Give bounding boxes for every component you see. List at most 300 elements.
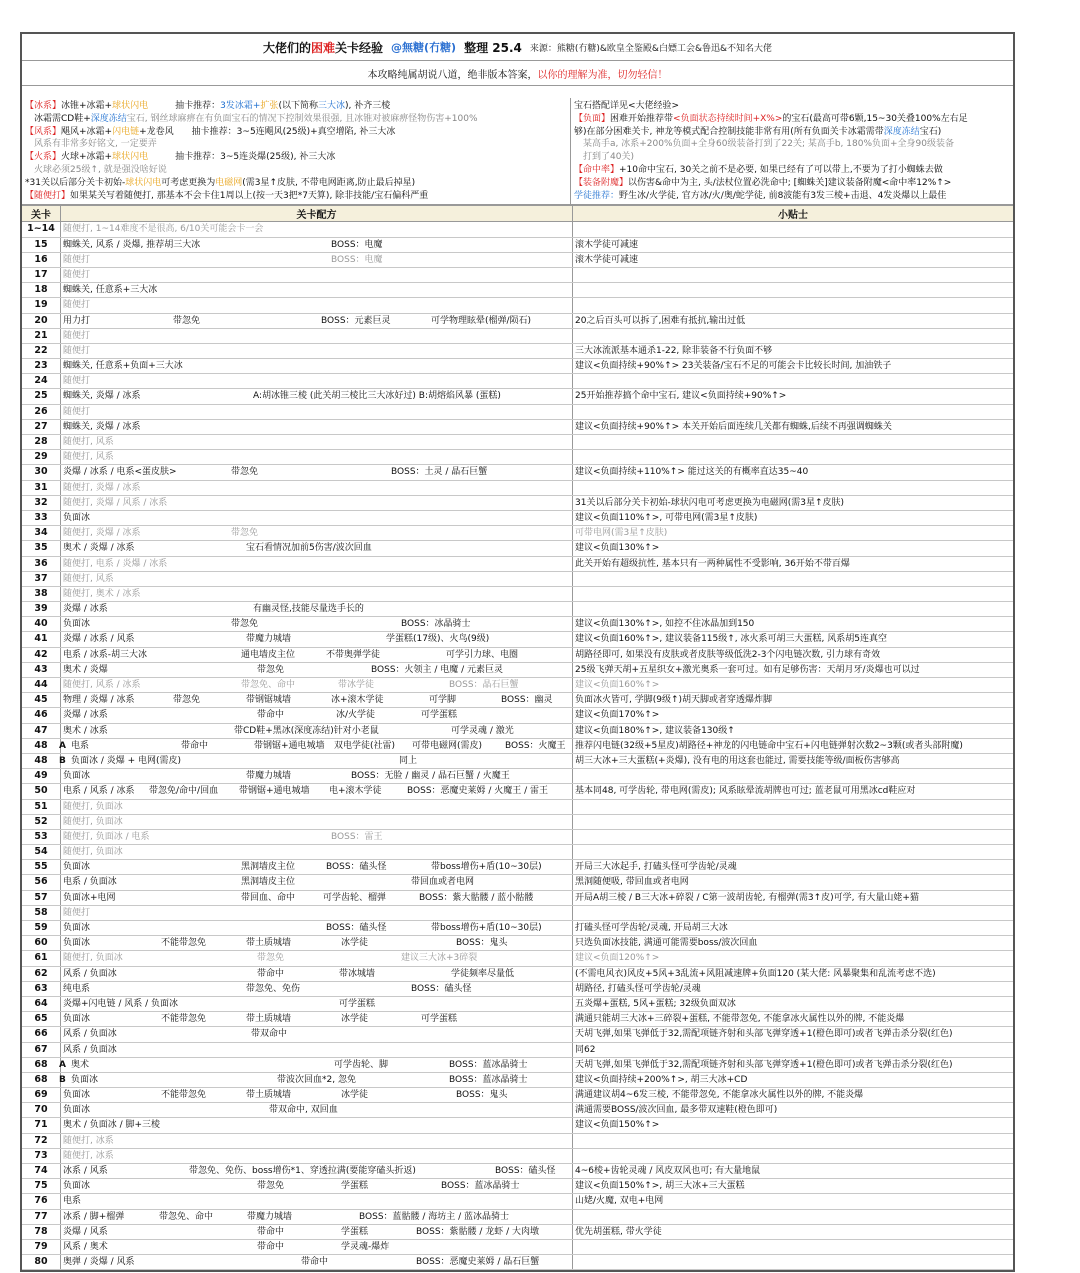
config-text: 学蛋糕(17级)、火鸟(9级) [386, 634, 490, 645]
config-text: 同上 [399, 755, 418, 766]
config-text: 炎爆 / 冰系 [63, 710, 108, 721]
table-row [22, 374, 1013, 389]
level-tip: 满通只能胡三大冰+三碎裂+蛋糕, 不能带忽免, 不能拿冰火属性以外的牌, 不能炎爆 [575, 1014, 905, 1025]
intro-left-line [25, 138, 567, 151]
level-number: 37 [22, 572, 61, 586]
config-text: 随便打 [63, 254, 91, 265]
level-number: 25 [22, 389, 61, 403]
level-tip [573, 769, 1013, 783]
level-tip: 4~6棱+齿轮灵魂 / 风皮双风也可; 有大量地鼠 [575, 1166, 761, 1176]
config-text: 带回血、命中 [241, 892, 296, 903]
level-tip: 建议<负面170%↑> [575, 710, 660, 721]
level-tip [573, 283, 1013, 297]
level-config [61, 708, 573, 722]
intro-right-text: 【装备附魔】 [574, 177, 629, 188]
config-text: 带魔力城墙 [247, 1211, 293, 1222]
level-config [61, 557, 573, 571]
level-tip: 五炎爆+蛋糕, 5风+蛋糕; 32级负面双冰 [575, 998, 736, 1009]
level-tip: 开局A胡三棱 / B三大冰+碎裂 / C第一波胡齿轮, 有榴弹(需3↑皮)可学, 有大量山姥+猫 [575, 892, 919, 903]
level-tip [573, 906, 1013, 920]
level-config [61, 997, 573, 1011]
table-row [22, 389, 1013, 404]
level-number: 38 [22, 587, 61, 601]
config-text: 电+滚木学徒 [329, 786, 382, 797]
level-number: 54 [22, 845, 61, 859]
level-config [61, 374, 573, 388]
level-config [61, 298, 573, 312]
config-text: 用力打 [63, 315, 91, 326]
level-number: 44 [22, 678, 61, 692]
config-text: 不能带忽免 [161, 938, 207, 949]
variant-label: B [59, 755, 66, 766]
level-config [61, 450, 573, 464]
config-text: 奥术 / 负面冰 / 脚+三棱 [63, 1120, 161, 1131]
level-config [61, 860, 573, 874]
intro-left-line [25, 100, 567, 113]
config-text: BOSS：冰晶骑士 [401, 619, 471, 630]
level-tip: (不需电风衣)风皮+5风+3乱流+风阻减速牌+负面120 (某大佬: 风暴聚集和乱流考虑不选) [575, 968, 936, 979]
intro-right-line [574, 190, 1006, 203]
intro-left-line [25, 164, 567, 177]
config-text: 带魔力城墙 [246, 634, 292, 645]
config-text: 可学齿轮、榴弹 [323, 892, 387, 903]
table-row [22, 891, 1013, 906]
table-row [22, 1088, 1013, 1103]
level-config [61, 314, 573, 328]
level-number: 36 [22, 557, 61, 571]
intro-right-text: +10命中宝石, 30关之前不是必要, 如果已经有了可以带上,不要为了打小蜘蛛去做 [619, 164, 943, 175]
config-text: 随便打, 风系 [63, 437, 114, 447]
intro-left-text: 冰霜需CD鞋+ [25, 113, 91, 124]
level-number: 47 [22, 724, 61, 738]
config-text: BOSS：蓝冰晶骑士 [449, 1074, 528, 1085]
config-text: 冰学徒 [341, 1090, 369, 1101]
intro-left-text: 三大冰 [317, 101, 345, 111]
config-text: 负面冰+电网 [63, 892, 116, 903]
table-row [22, 724, 1013, 739]
table-row [22, 511, 1013, 526]
config-text: 可学齿轮、脚 [334, 1059, 389, 1070]
config-text: 炎爆+闪电链 / 风系 / 负面冰 [63, 998, 179, 1009]
level-config [61, 602, 573, 616]
table-row [22, 557, 1013, 572]
level-tip: 负面冰火皆可, 学脚(9级↑)胡天脚或者穿透爆炸脚 [575, 695, 773, 706]
table-row [22, 921, 1013, 936]
level-config [61, 1118, 573, 1132]
config-text: 炎爆 / 冰系 / 风系 [63, 634, 135, 645]
disclaimer-warning: 以你的理解为准，切勿轻信！ [537, 69, 668, 81]
config-text: 不能带忽免 [161, 1014, 207, 1025]
level-tip [573, 845, 1013, 859]
config-text: 通电墙皮主位 [241, 649, 296, 660]
level-config [61, 253, 573, 267]
level-number: 32 [22, 496, 61, 510]
table-row [22, 1240, 1013, 1255]
intro-left-line [25, 190, 567, 203]
level-number: 46 [22, 708, 61, 722]
level-tip: 胡三大冰+三大蛋糕(+炎爆), 没有电的用这套也能过, 需要技能等级/面板伤害够高 [575, 755, 900, 766]
config-text: BOSS：火领主 / 电魔 / 元素巨灵 [371, 664, 504, 675]
level-tip [573, 830, 1013, 844]
level-config [61, 875, 573, 889]
config-text: BOSS：电魔 [331, 239, 383, 250]
table-row [22, 875, 1013, 890]
config-text: 蜘蛛关, 风系 / 炎爆, 推荐胡三大冰 [63, 239, 201, 250]
intro-left-text: 抽卡推荐：3~5连飓风(25级)+真空增陷, 补三大冰 [173, 126, 396, 137]
level-number: 48 [22, 754, 61, 768]
config-text: BOSS：磕头怪 [411, 983, 472, 994]
config-text: 黑洞墙皮主位 [241, 862, 296, 873]
level-number: 70 [22, 1103, 61, 1117]
level-tip [573, 1149, 1013, 1163]
header-level: 关卡 [22, 206, 61, 221]
config-text: 冰/火学徒 [336, 710, 376, 721]
table-row [22, 1164, 1013, 1179]
intro-left-text: 风系有非常多好铭文, 一定要弄 [25, 139, 157, 150]
level-number: 60 [22, 936, 61, 950]
intro-right-text: 学徒推荐： [574, 190, 620, 201]
intro-left-text: 宝石, 钢丝球麻痹在有负面宝石的情况下控制效果很强, 且冰锥对被麻痹怪物伤害+100% [126, 113, 478, 124]
config-text: 学灵魂-爆炸 [341, 1241, 390, 1252]
level-config [61, 496, 573, 510]
table-row [22, 784, 1013, 799]
config-text: 风系 / 负面冰 [63, 1044, 117, 1055]
level-number: 24 [22, 374, 61, 388]
intro-right-line [574, 113, 1006, 126]
config-text: 带波次回血*2, 忽免 [277, 1074, 356, 1085]
intro-right-line [574, 151, 1006, 164]
config-text: 带忽免 [257, 664, 285, 675]
level-tip: 天胡飞弹,如果飞弹低于32,需配项链齐射和头部飞弹穿透+1(橙色即可)或者飞弹击杀分裂(红色) [575, 1029, 953, 1040]
config-text: 电系 / 冰系-胡三大冰 [63, 649, 148, 660]
level-tip [573, 587, 1013, 601]
level-tip: 建议<负面150%↑> [575, 1120, 660, 1131]
level-config [61, 1012, 573, 1026]
level-tip: 31关以后部分关卡初始-球状闪电可考虑更换为电磁网(需3星↑皮肤) [575, 497, 844, 508]
table-row [22, 617, 1013, 632]
intro-right-text: 够)在部分困难关卡, 神龙等模式配合控制技能非常有用(所有负面关卡冰霜需带 [574, 126, 884, 137]
intro-left-text: 火球必须25级↑, 就是强没啥好说 [25, 164, 167, 175]
table-row [22, 253, 1013, 268]
level-tip: 建议<负面130%↑> [575, 543, 660, 554]
level-config [61, 648, 573, 662]
intro-left-line [25, 126, 567, 139]
config-text: A:胡冰锥三棱 (此关胡三棱比三大冰好过) B:胡熔焰风暴 (蛋糕) [253, 391, 501, 402]
level-number: 61 [22, 951, 61, 965]
title-pre: 大佬们的 [262, 40, 311, 55]
level-config [61, 359, 573, 373]
table-row [22, 663, 1013, 678]
config-text: 带boss增伤+盾(10~30层) [431, 923, 542, 933]
table-row [22, 496, 1013, 511]
intro-left-text: 球状闪电 [112, 152, 149, 163]
table-row [22, 693, 1013, 708]
level-config [61, 329, 573, 343]
table-row [22, 951, 1013, 966]
config-text: 随便打 [63, 345, 91, 356]
config-text: 学蛋糕 [341, 1181, 369, 1192]
table-row [22, 1043, 1013, 1058]
config-text: 带命中 [301, 1257, 329, 1268]
level-number: 49 [22, 769, 61, 783]
config-text: 可带电磁网(需皮) [412, 740, 483, 751]
level-tip: 建议<负面160%↑> [575, 680, 660, 690]
level-number: 75 [22, 1179, 61, 1193]
config-text: BOSS：磕头怪 [326, 923, 387, 933]
level-number: 59 [22, 921, 61, 935]
intro-left-text: 【随便打】 [25, 190, 71, 201]
level-number: 23 [22, 359, 61, 373]
config-text: 带boss增伤+盾(10~30层) [431, 862, 542, 873]
config-text: 纯电系 [63, 983, 91, 994]
level-number: 17 [22, 268, 61, 282]
header-config: 关卡配方 [61, 206, 573, 221]
config-text: 不带奥弹学徒 [326, 649, 381, 660]
table-row [22, 982, 1013, 997]
intro-left-text: 球状闪电 [112, 101, 149, 111]
level-config [61, 951, 573, 965]
table-row [22, 405, 1013, 420]
intro-section [22, 98, 1013, 205]
config-text: 奥术 / 炎爆 [63, 664, 108, 675]
level-tip: 建议<负面130%↑>, 如控不住冰晶加到150 [575, 619, 755, 630]
level-tip: 建议<负面160%↑>, 建议装备115级↑, 冰火系可胡三大蛋糕, 风系胡5连真空 [575, 634, 887, 645]
config-text: 风系 / 奥术 [63, 1241, 108, 1252]
config-text: 带命中 [257, 1226, 285, 1237]
config-text: BOSS：鬼头 [456, 1090, 508, 1101]
level-tip: 满通需要BOSS/波次回血, 最多带双速鞋(橙色即可) [575, 1105, 778, 1116]
intro-right-line [574, 138, 1006, 151]
level-tip [573, 572, 1013, 586]
level-config [61, 769, 573, 783]
config-text: 负面冰 [63, 923, 91, 933]
config-text: 带回血或者电网 [411, 877, 475, 888]
config-text: 随便打, 风系 / 冰系 [63, 680, 141, 690]
level-tip: 只选负面冰技能, 满通可能需要boss/波次回血 [575, 938, 758, 949]
config-text: BOSS：晶石巨蟹 [449, 680, 519, 690]
config-text: 不能带忽免 [161, 1090, 207, 1101]
level-number: 51 [22, 800, 61, 814]
disclaimer [22, 61, 1013, 86]
intro-left-text: 火球+冰霜+ [61, 152, 113, 163]
level-tip: 建议<负面120%↑> [575, 953, 660, 964]
intro-left-text: 可考虑更换为 [161, 177, 216, 188]
level-config [61, 693, 573, 707]
level-number: 71 [22, 1118, 61, 1132]
intro-right-text: 的宝石(最高可带6颗,15~30关叠100%左右足 [782, 113, 968, 124]
config-text: BOSS：紫骷髅 / 龙虾 / 大肉墩 [416, 1226, 540, 1237]
title-post: 关卡经验 [335, 40, 384, 55]
level-config [61, 405, 573, 419]
intro-left-text: 3发冰霜+ [220, 101, 261, 111]
config-text: 带忽免 [231, 619, 259, 630]
config-text: 随便打, 风系 [63, 573, 114, 584]
config-text: 电系 / 负面冰 [63, 877, 117, 888]
table-row [22, 815, 1013, 830]
intro-left-text: 电磁网 [215, 177, 243, 188]
intro-left-text: 飓风+冰霜+ [61, 126, 113, 137]
level-number: 78 [22, 1225, 61, 1239]
config-text: 负面冰 [71, 1074, 99, 1085]
level-number: 43 [22, 663, 61, 677]
level-tip: 三大冰流派基本通杀1-22, 除非装备不行负面不够 [575, 345, 773, 356]
level-number: 73 [22, 1149, 61, 1163]
level-tip: 胡路径, 打磕头怪可学齿轮/灵魂 [575, 983, 701, 994]
config-text: BOSS：雷王 [331, 831, 383, 842]
level-tip [573, 1134, 1013, 1148]
config-text: BOSS：磕头怪 [495, 1166, 556, 1176]
level-config [61, 526, 573, 540]
level-number: 57 [22, 891, 61, 905]
config-text: 可学脚 [429, 695, 457, 706]
level-config [61, 1240, 573, 1254]
level-number: 72 [22, 1134, 61, 1148]
level-number: 79 [22, 1240, 61, 1254]
level-number: 76 [22, 1194, 61, 1208]
level-config [61, 1164, 573, 1178]
level-tip: 打磕头怪可学齿轮/灵魂, 开局胡三大冰 [575, 923, 728, 933]
table-row [22, 526, 1013, 541]
config-text: 建议三大冰+3碎裂 [401, 953, 478, 964]
level-config [61, 222, 573, 236]
level-tip: 可带电网(需3星↑皮肤) [575, 528, 668, 539]
level-config [61, 815, 573, 829]
level-config [61, 678, 573, 692]
table-row [22, 1194, 1013, 1209]
config-text: 负面冰 [63, 938, 91, 949]
config-text: 随便打, 冰系 [63, 1150, 114, 1161]
title-source: 来源：熊糖(冇糖)&欧皇全鉴殿&白嫖工会&鲁迅&不知名大佬 [529, 43, 772, 54]
config-text: 冰学徒 [341, 1014, 369, 1025]
level-tip: 天胡飞弹,如果飞弹低于32,需配项链齐射和头部飞弹穿透+1(橙色即可)或者飞弹击杀分裂(红色) [575, 1059, 953, 1070]
config-text: 带命中 [257, 968, 285, 979]
config-text: 电系 / 风系 / 冰系 [63, 786, 135, 797]
level-number: 56 [22, 875, 61, 889]
intro-left-text: 【冰系】 [25, 101, 62, 111]
level-tip [573, 1210, 1013, 1224]
config-text: 带钢锯+通电城墙 [239, 786, 310, 797]
table-row [22, 906, 1013, 921]
table-row [22, 359, 1013, 374]
title-edition: 整理 25.4 [464, 40, 522, 55]
config-text: BOSS：电魔 [331, 254, 383, 265]
intro-left-text: 抽卡推荐：3~5连炎爆(25级), 补三大冰 [148, 152, 336, 163]
config-text: 风系 / 负面冰 [63, 968, 117, 979]
config-text: 带钢锯城墙 [246, 695, 292, 706]
level-tip [573, 405, 1013, 419]
table-row [22, 481, 1013, 496]
config-text: 有幽灵怪,技能尽量选手长的 [253, 604, 364, 615]
config-text: 负面冰 / 炎爆 + 电网(需皮) [71, 755, 182, 766]
level-tip [573, 800, 1013, 814]
intro-right-line [574, 100, 1006, 113]
table-row [22, 435, 1013, 450]
table-row [22, 572, 1013, 587]
level-number: 15 [22, 238, 61, 252]
table-row [22, 1058, 1013, 1073]
level-config [61, 1179, 573, 1193]
level-config [61, 511, 573, 525]
table-row [22, 739, 1013, 754]
level-config [61, 1255, 573, 1269]
level-number: 55 [22, 860, 61, 874]
table-row [22, 997, 1013, 1012]
level-number: 31 [22, 481, 61, 495]
table-row [22, 648, 1013, 663]
intro-right-text: 【命中率】 [574, 164, 620, 175]
strategy-sheet [20, 32, 1015, 1272]
level-number: 26 [22, 405, 61, 419]
level-tip: 推荐闪电链(32级+5星皮)胡路径+神龙的闪电链命中宝石+闪电链弹射次数2~3颗(或者头部附魔) [575, 740, 963, 751]
level-number: 77 [22, 1210, 61, 1224]
config-text: 冰系 / 脚+榴弹 [63, 1211, 125, 1222]
table-row [22, 298, 1013, 313]
intro-left-text: 球状闪电 [125, 177, 162, 188]
config-text: 随便打 [63, 406, 91, 417]
table-row [22, 1103, 1013, 1118]
table-row [22, 314, 1013, 329]
level-config [61, 1103, 573, 1117]
level-tip [573, 298, 1013, 312]
config-text: 可学物理眩晕(榴弹/陨石) [431, 315, 532, 326]
level-config [61, 1027, 573, 1041]
config-text: 带忽免、命中 [241, 680, 296, 690]
table-row [22, 1134, 1013, 1149]
config-text: 负面冰 [63, 512, 91, 523]
level-number: 18 [22, 283, 61, 297]
intro-left-text: 深度冻结 [90, 113, 127, 124]
config-text: BOSS：鬼头 [456, 938, 508, 949]
level-config [61, 1058, 573, 1072]
table-row [22, 238, 1013, 253]
level-number: 40 [22, 617, 61, 631]
config-text: 带土质城墙 [246, 1014, 292, 1025]
config-text: 随便打, 负面冰 [63, 816, 123, 827]
intro-left-text: 闪电链 [112, 126, 140, 137]
config-text: BOSS：恶魔史莱姆 / 晶石巨蟹 [416, 1257, 540, 1268]
table-row [22, 587, 1013, 602]
level-number: 67 [22, 1043, 61, 1057]
level-tip: 20之后百头可以拆了,困难有抵抗,输出过低 [575, 315, 746, 326]
intro-right-text: 宝石搭配详见<大佬经验> [574, 101, 680, 111]
level-number: 20 [22, 314, 61, 328]
config-text: 奥术 / 冰系 [63, 725, 108, 736]
level-number: 45 [22, 693, 61, 707]
intro-right-text: 宝石) [919, 126, 942, 137]
level-tip [573, 435, 1013, 449]
level-config [61, 784, 573, 798]
level-config [61, 587, 573, 601]
config-text: 负面冰 [63, 619, 91, 630]
table-row [22, 754, 1013, 769]
config-text: 随便打, 风系 [63, 452, 114, 463]
level-number: 34 [22, 526, 61, 540]
level-config [61, 572, 573, 586]
config-text: BOSS：土灵 / 晶石巨蟹 [391, 467, 488, 478]
config-text: 负面冰 [63, 1181, 91, 1192]
config-text: 黑洞墙皮主位 [241, 877, 296, 888]
disclaimer-text: 本攻略纯属胡说八道，绝非版本答案， [367, 69, 538, 81]
level-config [61, 891, 573, 905]
config-text: 炎爆 / 风系 [63, 1226, 108, 1237]
config-text: 随便打 [63, 269, 91, 280]
config-text: 炎爆 / 冰系 / 电系<蛋皮肤> [63, 467, 177, 478]
intro-left-line [25, 177, 567, 190]
level-tip [573, 481, 1013, 495]
level-config [61, 389, 573, 403]
intro-right-line [574, 126, 1006, 139]
table-row [22, 1149, 1013, 1164]
